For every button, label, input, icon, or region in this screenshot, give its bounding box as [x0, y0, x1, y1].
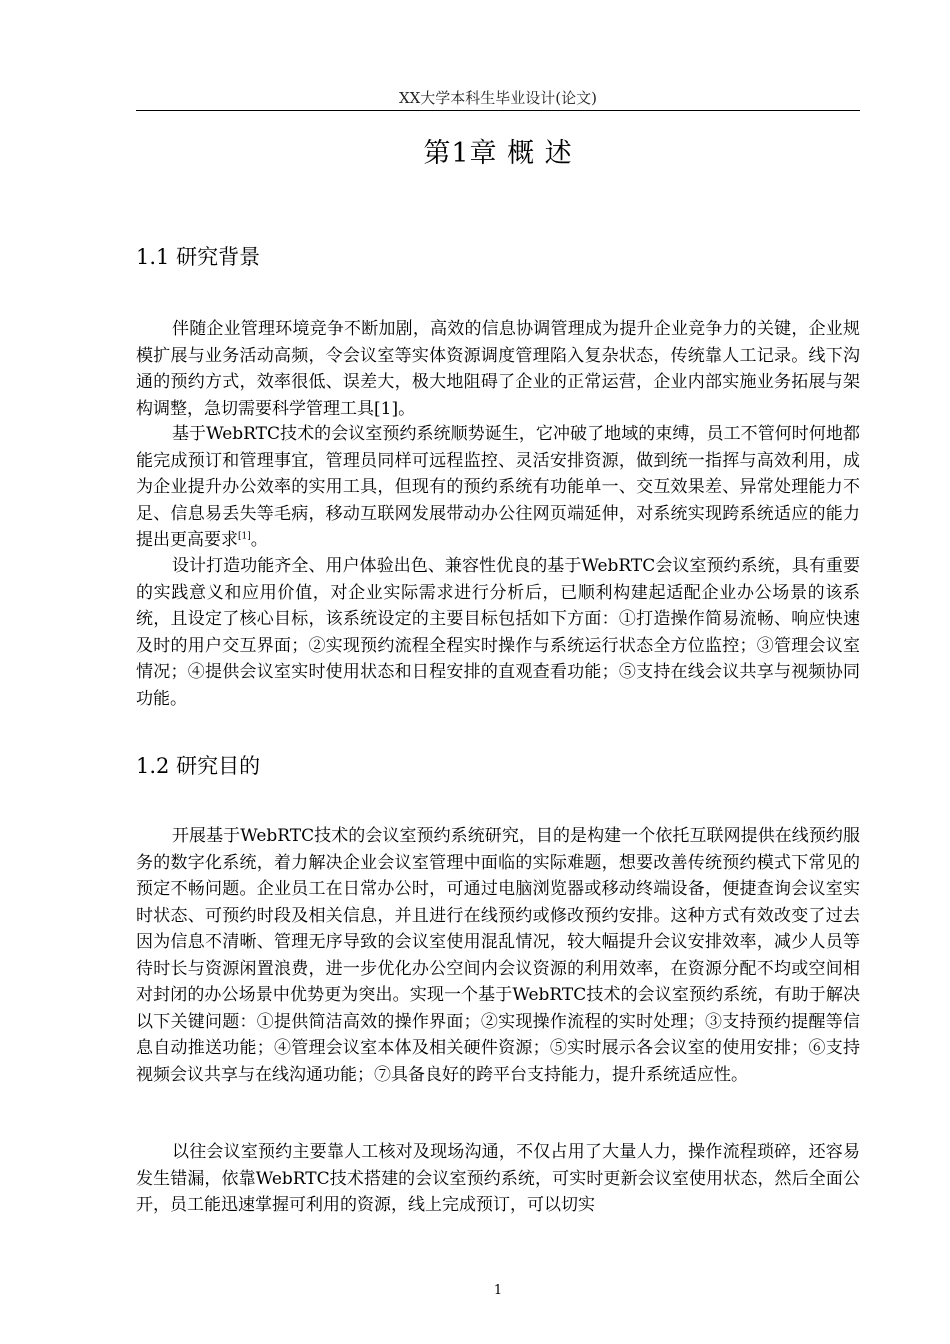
paragraph: [136, 1139, 860, 1219]
chapter-title: 第1章 概 述: [423, 138, 573, 169]
section-heading-research-purpose: 1.2 研究目的: [136, 754, 261, 778]
section-heading-research-background: 1.1 研究背景: [136, 245, 261, 269]
paragraph: [136, 316, 860, 422]
paragraph-text: 开展基于WebRTC技术的会议室预约系统研究，目的是构建一个依托互联网提供在线预约服务的数字化系统，着力解决企业会议室管理中面临的实际难题，想要改善传统预约模式下常见的预定不畅问题。企业员工在日常办公时，可通过电脑浏览器或移动终端设备，便捷查询会议室实时状态、可预约时段及相关信息，并且进行在线预约或修改预约安排。这种方式有效改变了过去因为信息不清晰、管理无序导致的会议室使用混乱情况，较大幅提升会议安排效率，减少人员等待时长与资源闲置浪费，进一步优化办公空间内会议资源的利用效率，在资源分配不均或空间相对封闭的办公场景中优势更为突出。实现一个基于WebRTC技术的会议室预约系统，有助于解决以下关键问题：①提供简洁高效的操作界面；②实现操作流程的实时处理；③支持预约提醒等信息自动推送功能；④管理会议室本体及相关硬件资源；⑤实时展示各会议室的使用安排；⑥支持视频会议共享与在线沟通功能；⑦具备良好的跨平台支持能力，提升系统适应性。: [136, 826, 860, 1085]
header-rule: [136, 110, 860, 111]
paragraph-text: 设计打造功能齐全、用户体验出色、兼容性优良的基于WebRTC会议室预约系统，具有重要的实践意义和应用价值，对企业实际需求进行分析后，已顺利构建起适配企业办公场景的该系统，且设定了核心目标，该系统设定的主要目标包括如下方面：①打造操作简易流畅、响应快速及时的用户交互界面；②实现预约流程全程实时操作与系统运行状态全方位监控；③管理会议室情况；④提供会议室实时使用状态和日程安排的直观查看功能；⑤支持在线会议共享与视频协同功能。: [136, 556, 860, 709]
paragraph: [136, 553, 860, 712]
paragraph: [136, 823, 860, 1088]
paragraph-text: 伴随企业管理环境竞争不断加剧，高效的信息协调管理成为提升企业竞争力的关键，企业规模扩展与业务活动高频，令会议室等实体资源调度管理陷入复杂状态，传统靠人工记录。线下沟通的预约方式，效率很低、误差大，极大地阻碍了企业的正常运营，企业内部实施业务拓展与架构调整，急切需要科学管理工具[1]。: [136, 319, 860, 419]
paragraph-text: 以往会议室预约主要靠人工核对及现场沟通，不仅占用了大量人力，操作流程琐碎，还容易发生错漏，依靠WebRTC技术搭建的会议室预约系统，可实时更新会议室使用状态，然后全面公开，员工能迅速掌握可利用的资源，线上完成预订，可以切实: [136, 1142, 860, 1215]
paragraph-text: 基于WebRTC技术的会议室预约系统顺势诞生，它冲破了地域的束缚，员工不管何时何地都能完成预订和管理事宜，管理员同样可远程监控、灵活安排资源，做到统一指挥与高效利用，成为企业提升办公效率的实用工具，但现有的预约系统有功能单一、交互效果差、异常处理能力不足、信息易丢失等毛病，移动互联网发展带动办公往网页端延伸，对系统实现跨系统适应的能力提出更高要求: [136, 424, 860, 550]
paragraph-tail: 。: [250, 530, 268, 550]
citation-superscript: [1]: [238, 531, 251, 542]
running-header: XX大学本科生毕业设计(论文): [398, 89, 598, 107]
paragraph: [136, 421, 860, 554]
page-number: 1: [493, 1283, 503, 1298]
